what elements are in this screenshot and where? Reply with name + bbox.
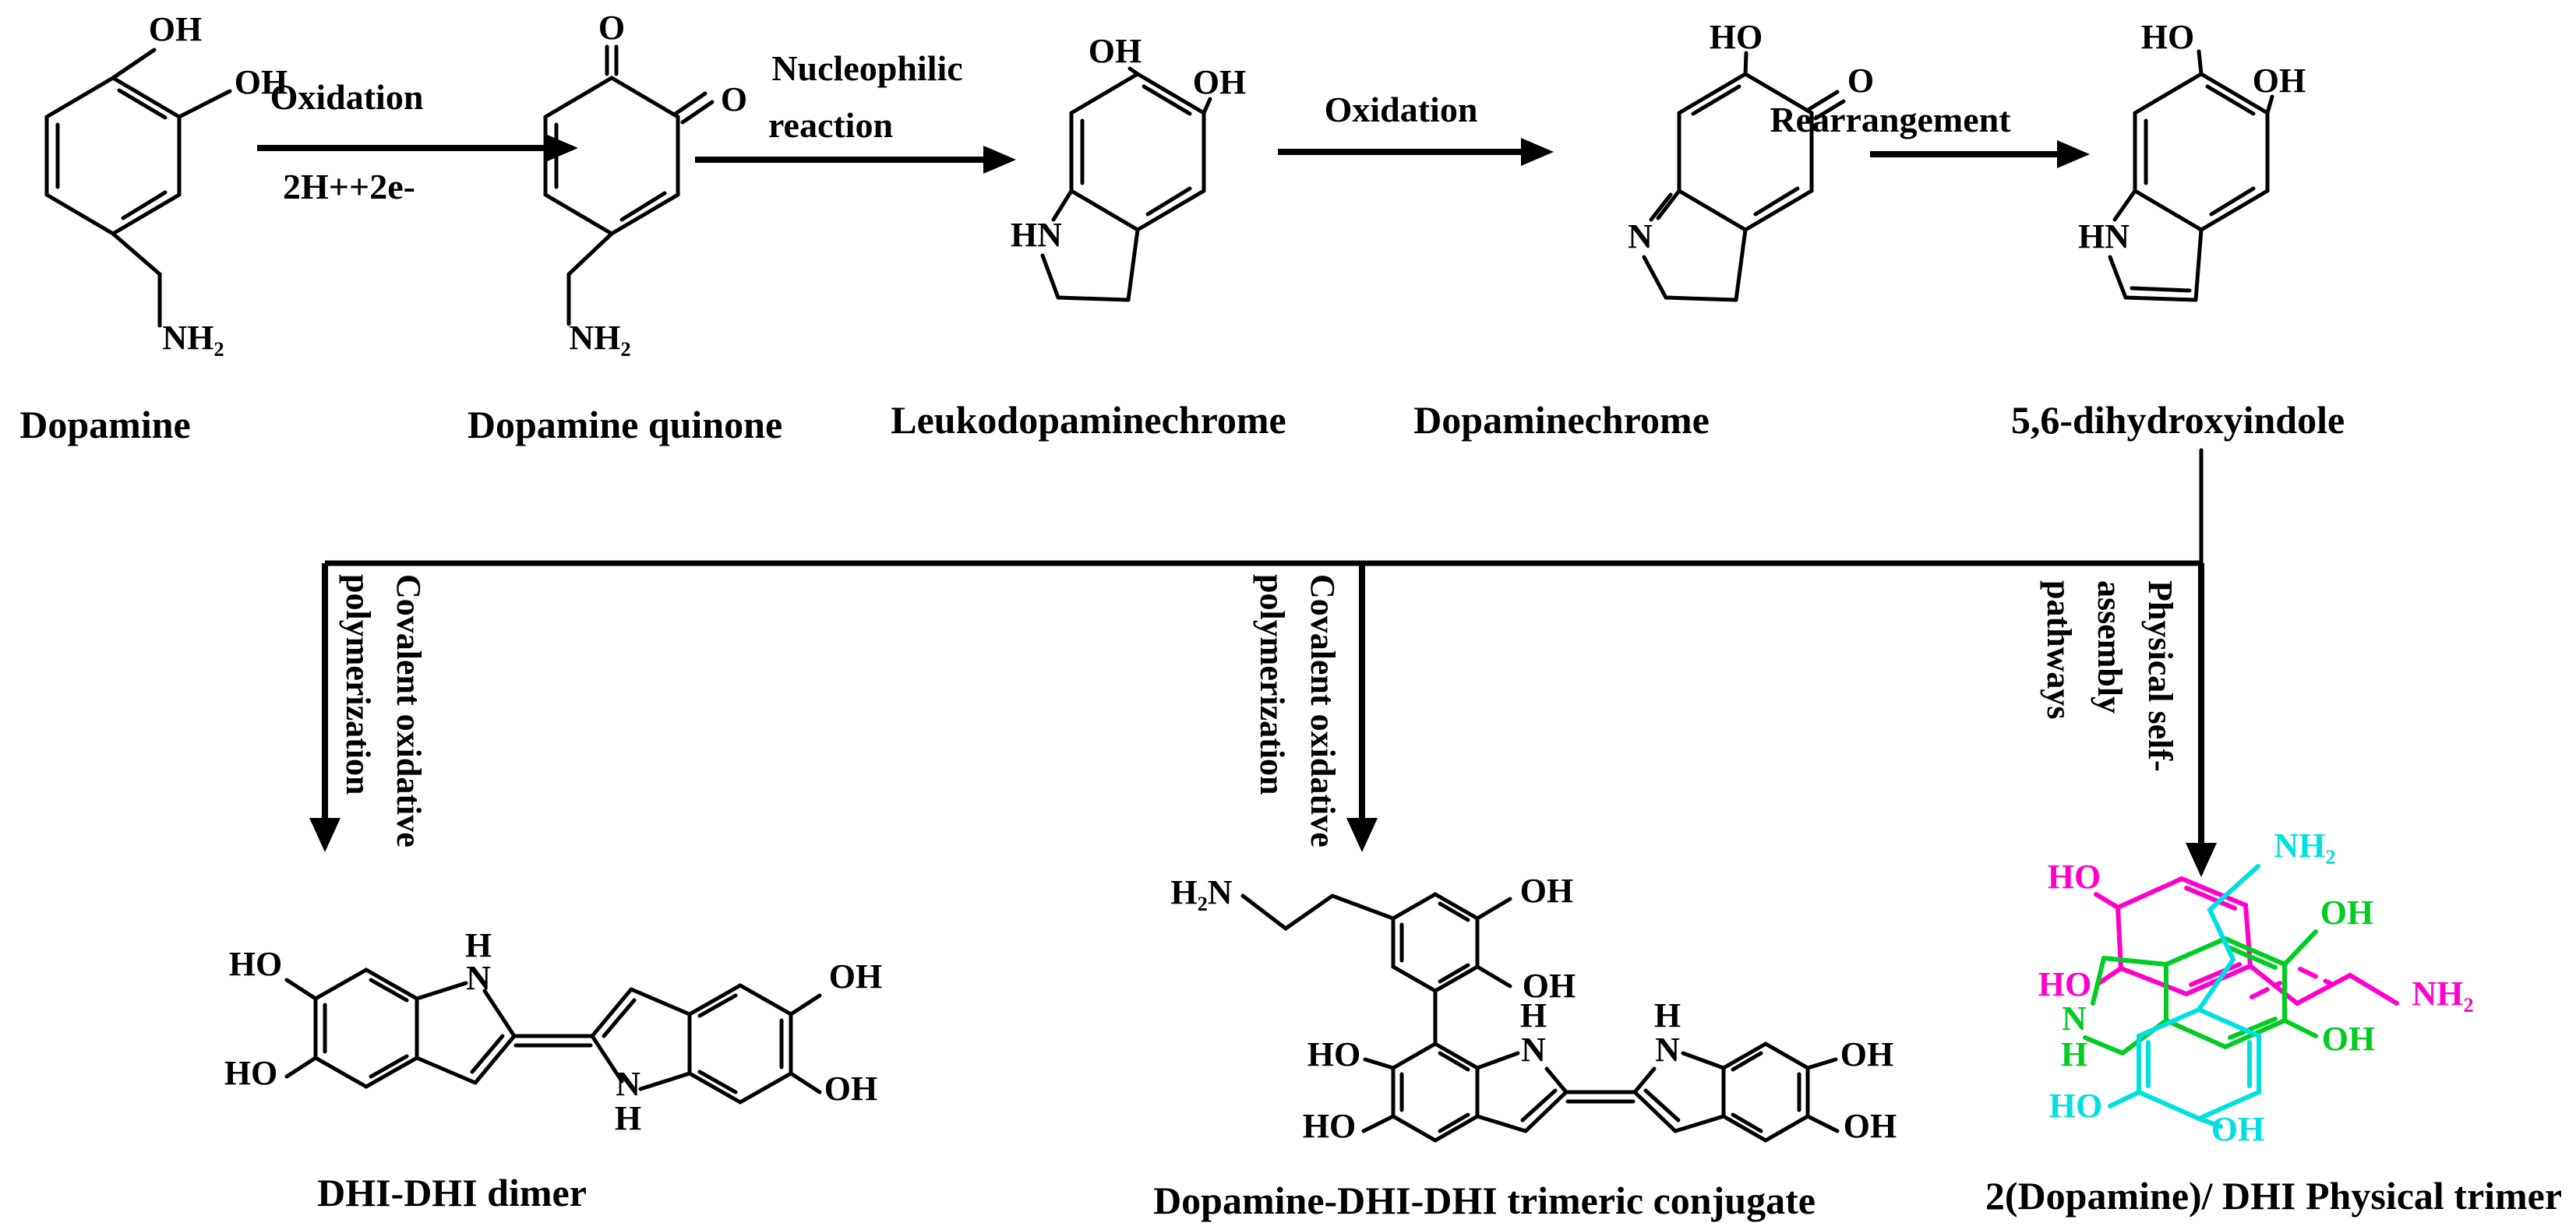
atom-label-oh: OH	[1519, 872, 1574, 910]
substituent-bonds	[113, 50, 230, 326]
arrow-head-icon	[309, 818, 341, 852]
amine-chain	[1243, 896, 1393, 929]
atom-label-oh: OH	[1840, 1035, 1894, 1073]
atom-label-oh: OH	[1192, 63, 1247, 101]
imine-ring	[1644, 191, 1745, 300]
atom-label-oh: OH	[2320, 893, 2374, 932]
arrow-label-bottom: 2H++2e-	[283, 167, 415, 206]
right-benzene-ring	[690, 985, 791, 1102]
atom-label-oh: OH	[1843, 1107, 1897, 1145]
left-hydroxyl-bonds	[1364, 1059, 1393, 1131]
branch-middle-label	[1253, 574, 1342, 848]
atom-label-ho: HO	[2038, 965, 2092, 1003]
compound-label: Leukodopaminechrome	[891, 398, 1286, 442]
left-hydroxyl-bonds	[287, 980, 316, 1077]
arrow-oxidation-2	[1278, 90, 1554, 166]
atom-label-ho: HO	[224, 1054, 278, 1092]
atom-label-oh: OH	[148, 10, 203, 48]
atom-label-oh: OH	[1088, 32, 1142, 70]
arrow-label: Oxidation	[1324, 90, 1478, 129]
catechol-double-bonds	[1402, 904, 1468, 982]
double-bonds	[2146, 86, 2253, 214]
catechol-hydroxyl-bonds	[1477, 899, 1510, 986]
atom-label-h: H	[2060, 1035, 2088, 1073]
atom-label-ho: HO	[1709, 18, 1763, 56]
benzene-ring	[47, 78, 179, 234]
dopamine-quinone-structure	[468, 9, 782, 446]
catechol-ring	[1393, 894, 1477, 991]
left-pyrrole-ring	[417, 983, 514, 1083]
dopaminechrome-structure	[1413, 18, 1874, 442]
atom-label-n: N	[466, 959, 491, 997]
branch-middle	[1253, 563, 1378, 852]
branch-label-line2: assembly	[2091, 580, 2129, 714]
atom-label-ho: HO	[2047, 858, 2101, 896]
arrow-label-top: Oxidation	[270, 77, 424, 117]
atom-label-h: H	[614, 1099, 642, 1137]
compound-label: Dopamine	[19, 403, 191, 446]
atom-label-o: O	[1847, 62, 1875, 100]
branch-right	[2040, 563, 2217, 877]
atom-label-nh2: NH₂	[2412, 974, 2474, 1013]
atom-label-n: N	[2062, 999, 2087, 1038]
arrow-label: Rearrangement	[1770, 100, 2011, 139]
cyan-hydroxyl-bonds	[2110, 1092, 2221, 1126]
branch-right-label	[2040, 580, 2179, 772]
double-bonds	[58, 90, 165, 218]
dopamine-structure	[19, 10, 288, 446]
atom-label-oh: OH	[2252, 62, 2306, 100]
trimeric-conjugate-structure	[1153, 872, 1897, 1222]
chain-bonds	[569, 234, 612, 324]
benzene-ring	[2135, 74, 2267, 230]
arrow-rearrangement	[1770, 100, 2090, 168]
atom-label-h2n: H₂N	[1170, 873, 1233, 911]
right-double-bonds	[1733, 1053, 1799, 1131]
dihydroxyindole-structure	[2011, 18, 2345, 442]
atom-label-ho: HO	[2140, 18, 2195, 56]
left-benzene-ring	[1393, 1044, 1477, 1140]
atom-label-h: H	[1653, 996, 1681, 1034]
atom-label-o: O	[598, 9, 626, 47]
branch-left	[309, 563, 428, 852]
leukodopaminechrome-structure	[891, 32, 1286, 442]
benzene-ring	[545, 78, 678, 234]
branch-label-line3: pathways	[2040, 580, 2078, 720]
arrow-head-icon	[2186, 843, 2217, 877]
arrow-oxidation-1	[257, 77, 578, 206]
right-hydroxyl-bonds	[1808, 1059, 1837, 1131]
compound-label: 2(Dopamine)/ DHI Physical trimer	[1985, 1174, 2563, 1218]
atom-label-n: N	[1521, 1031, 1546, 1069]
atom-label-oh: OH	[1522, 967, 1576, 1005]
atom-label-n: N	[1655, 1031, 1680, 1069]
atom-label-hn: HN	[1011, 216, 1062, 254]
arrow-head-icon	[1346, 818, 1378, 852]
atom-label-ho: HO	[228, 945, 283, 983]
benzene-ring	[1679, 74, 1812, 230]
atom-label-hn: HN	[2078, 217, 2130, 256]
atom-label-n: N	[616, 1065, 640, 1103]
atom-label-ho: HO	[2048, 1087, 2103, 1125]
atom-label-nh2: NH₂	[569, 319, 631, 357]
left-benzene-ring	[316, 970, 417, 1087]
compound-label: 5,6-dihydroxyindole	[2010, 398, 2345, 442]
branch-left-label	[339, 574, 428, 848]
benzene-ring	[1071, 74, 1204, 230]
arrow-label-line1: Nucleophilic	[771, 48, 963, 88]
atom-label-nh2: NH₂	[162, 319, 224, 357]
arrow-head-icon	[983, 146, 1016, 174]
right-pyrrole-ring	[592, 989, 690, 1089]
magenta-ring	[2118, 879, 2250, 994]
branch-connector	[325, 450, 2201, 563]
physical-trimer-structure	[1985, 826, 2562, 1218]
dhi-dhi-dimer-structure	[224, 926, 882, 1214]
cyan-ring	[2139, 1010, 2259, 1119]
cyan-double-bonds	[2148, 1042, 2250, 1086]
arrow-label-line2: reaction	[768, 105, 894, 145]
magenta-chain	[2250, 966, 2397, 1003]
right-benzene-ring	[1724, 1044, 1808, 1140]
branch-label-line1: Covalent oxidative	[390, 574, 428, 848]
atom-label-n: N	[1628, 217, 1653, 256]
atom-label-oh: OH	[2211, 1110, 2265, 1148]
atom-label-h: H	[464, 926, 492, 964]
central-bond	[514, 1036, 592, 1045]
atom-label-oh: OH	[824, 1070, 878, 1108]
branch-label-line1: Physical self-	[2141, 580, 2179, 772]
atom-label-nh2: NH₂	[2274, 826, 2336, 865]
right-double-bonds	[700, 996, 782, 1092]
double-bonds	[556, 125, 665, 220]
arrow-head-icon	[2057, 140, 2090, 168]
atom-label-ho: HO	[1302, 1107, 1357, 1145]
compound-label: Dopamine quinone	[467, 403, 783, 446]
atom-label-h: H	[1519, 996, 1547, 1034]
atom-label-oh: OH	[828, 957, 883, 996]
atom-label-ho: HO	[1307, 1035, 1361, 1073]
branch-label-line2: polymerization	[1253, 574, 1291, 795]
left-double-bonds	[325, 980, 407, 1077]
double-bonds	[1082, 86, 1190, 214]
branch-label-line1: Covalent oxidative	[1304, 574, 1342, 848]
right-hydroxyl-bonds	[791, 996, 820, 1092]
atom-label-oh: OH	[234, 63, 288, 101]
branch-label-line2: polymerization	[339, 574, 377, 795]
arrow-head-icon	[1521, 138, 1554, 166]
atom-label-oh: OH	[2321, 1020, 2376, 1058]
left-double-bonds	[1402, 1053, 1468, 1131]
compound-label: Dopamine-DHI-DHI trimeric conjugate	[1153, 1179, 1816, 1222]
atom-label-o: O	[720, 80, 748, 118]
central-bond	[1566, 1092, 1635, 1101]
arrow-head-icon	[545, 134, 578, 162]
green-hydroxyl-bonds	[2285, 932, 2316, 1036]
compound-label: DHI-DHI dimer	[317, 1171, 587, 1214]
compound-label: Dopaminechrome	[1413, 398, 1710, 442]
magenta-double-bonds	[2186, 888, 2239, 985]
